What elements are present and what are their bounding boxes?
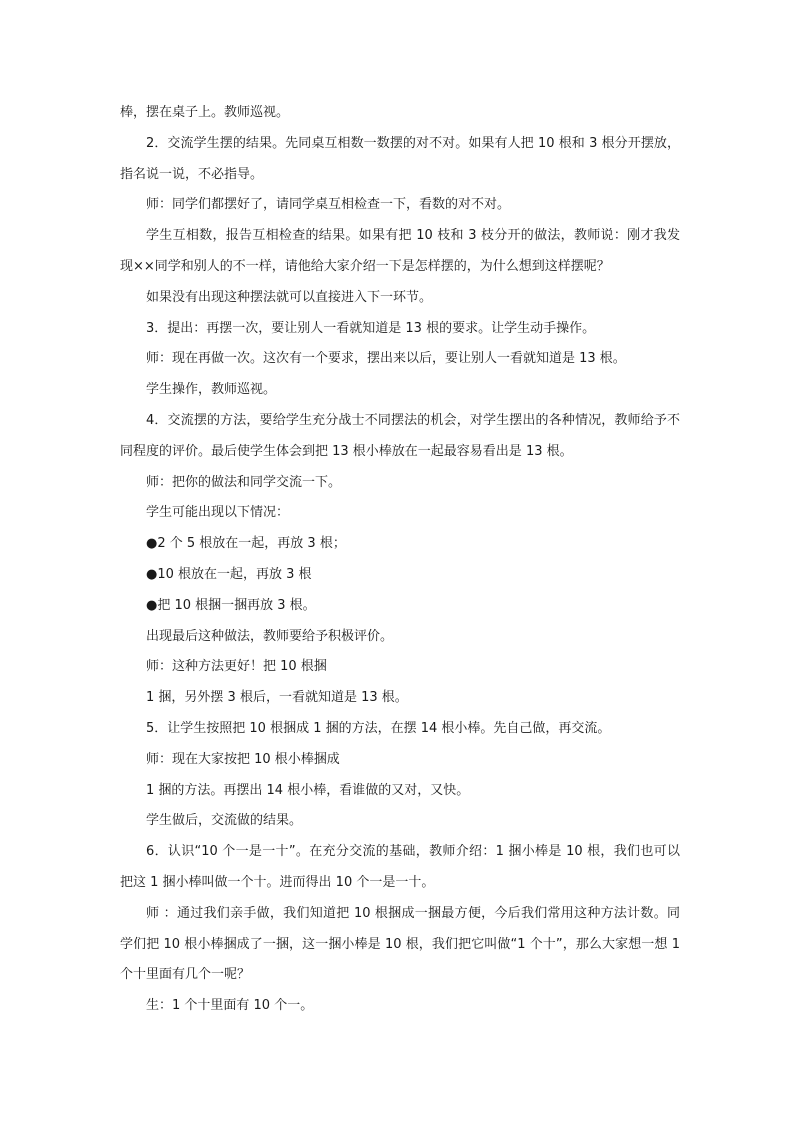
list-item: ●把 10 根捆一捆再放 3 根。 (146, 597, 316, 613)
paragraph: 师：同学们都摆好了，请同学桌互相检查一下，看数的对不对。 (146, 197, 511, 213)
paragraph: 师：这种方法更好！把 10 根捆 (146, 659, 327, 675)
list-item: ●10 根放在一起，再放 3 根 (146, 566, 312, 582)
paragraph: 师：把你的做法和同学交流一下。 (146, 474, 342, 490)
paragraph: 生：1 个十里面有 10 个一。 (146, 998, 314, 1014)
paragraph: 1 捆，另外摆 3 根后，一看就知道是 13 根。 (146, 690, 408, 706)
paragraph: 学生互相数，报告互相检查的结果。如果有把 10 枝和 3 枝分开的做法，教师说：刚才我发现××同学和别人的不一样，请他给大家介绍一下是怎样摆的，为什么想到这样摆呢？ (120, 228, 680, 274)
document-body (120, 98, 680, 1022)
paragraph: 出现最后这种做法，教师要给予积极评价。 (146, 628, 394, 644)
paragraph: 师：现在再做一次。这次有一个要求，摆出来以后，要让别人一看就知道是 13 根。 (146, 351, 626, 367)
paragraph: 学生可能出现以下情况： (146, 505, 290, 521)
paragraph: 4．交流摆的方法，要给学生充分战士不同摆法的机会，对学生摆出的各种情况，教师给予不同程度的评价。最后使学生体会到把 13 根小棒放在一起最容易看出是 13 根。 (120, 412, 680, 459)
paragraph: 5．让学生按照把 10 根捆成 1 捆的方法，在摆 14 根小棒。先自己做，再交流。 (146, 720, 611, 736)
paragraph: 2．交流学生摆的结果。先同桌互相数一数摆的对不对。如果有人把 10 根和 3 根分开摆放，指名说一说，不必指导。 (120, 135, 680, 182)
paragraph: 师 ：通过我们亲手做，我们知道把 10 根捆成一捆最方便，今后我们常用这种方法计数。同学们把 10 根小棒捆成了一捆，这一捆小棒是 10 根，我们把它叫做“1 个十”，那么大家想一想 1 个十里面有几个一呢？ (120, 905, 680, 983)
paragraph: 1 捆的方法。再摆出 14 根小棒，看谁做的又对，又快。 (146, 782, 470, 798)
paragraph: 3．提出：再摆一次，要让别人一看就知道是 13 根的要求。让学生动手操作。 (146, 320, 596, 336)
paragraph: 师：现在大家按把 10 根小棒捆成 (146, 751, 340, 767)
paragraph: 学生操作，教师巡视。 (146, 382, 277, 398)
paragraph: 学生做后，交流做的结果。 (146, 813, 303, 829)
paragraph: 棒，摆在桌子上。教师巡视。 (120, 105, 290, 120)
list-item: ●2 个 5 根放在一起，再放 3 根； (146, 536, 346, 552)
paragraph: 如果没有出现这种摆法就可以直接进入下一环节。 (146, 289, 433, 305)
paragraph: 6．认识“10 个一是一十”。在充分交流的基础，教师介绍：1 捆小棒是 10 根，我们也可以把这 1 捆小棒叫做一个十。进而得出 10 个一是一十。 (120, 844, 680, 890)
